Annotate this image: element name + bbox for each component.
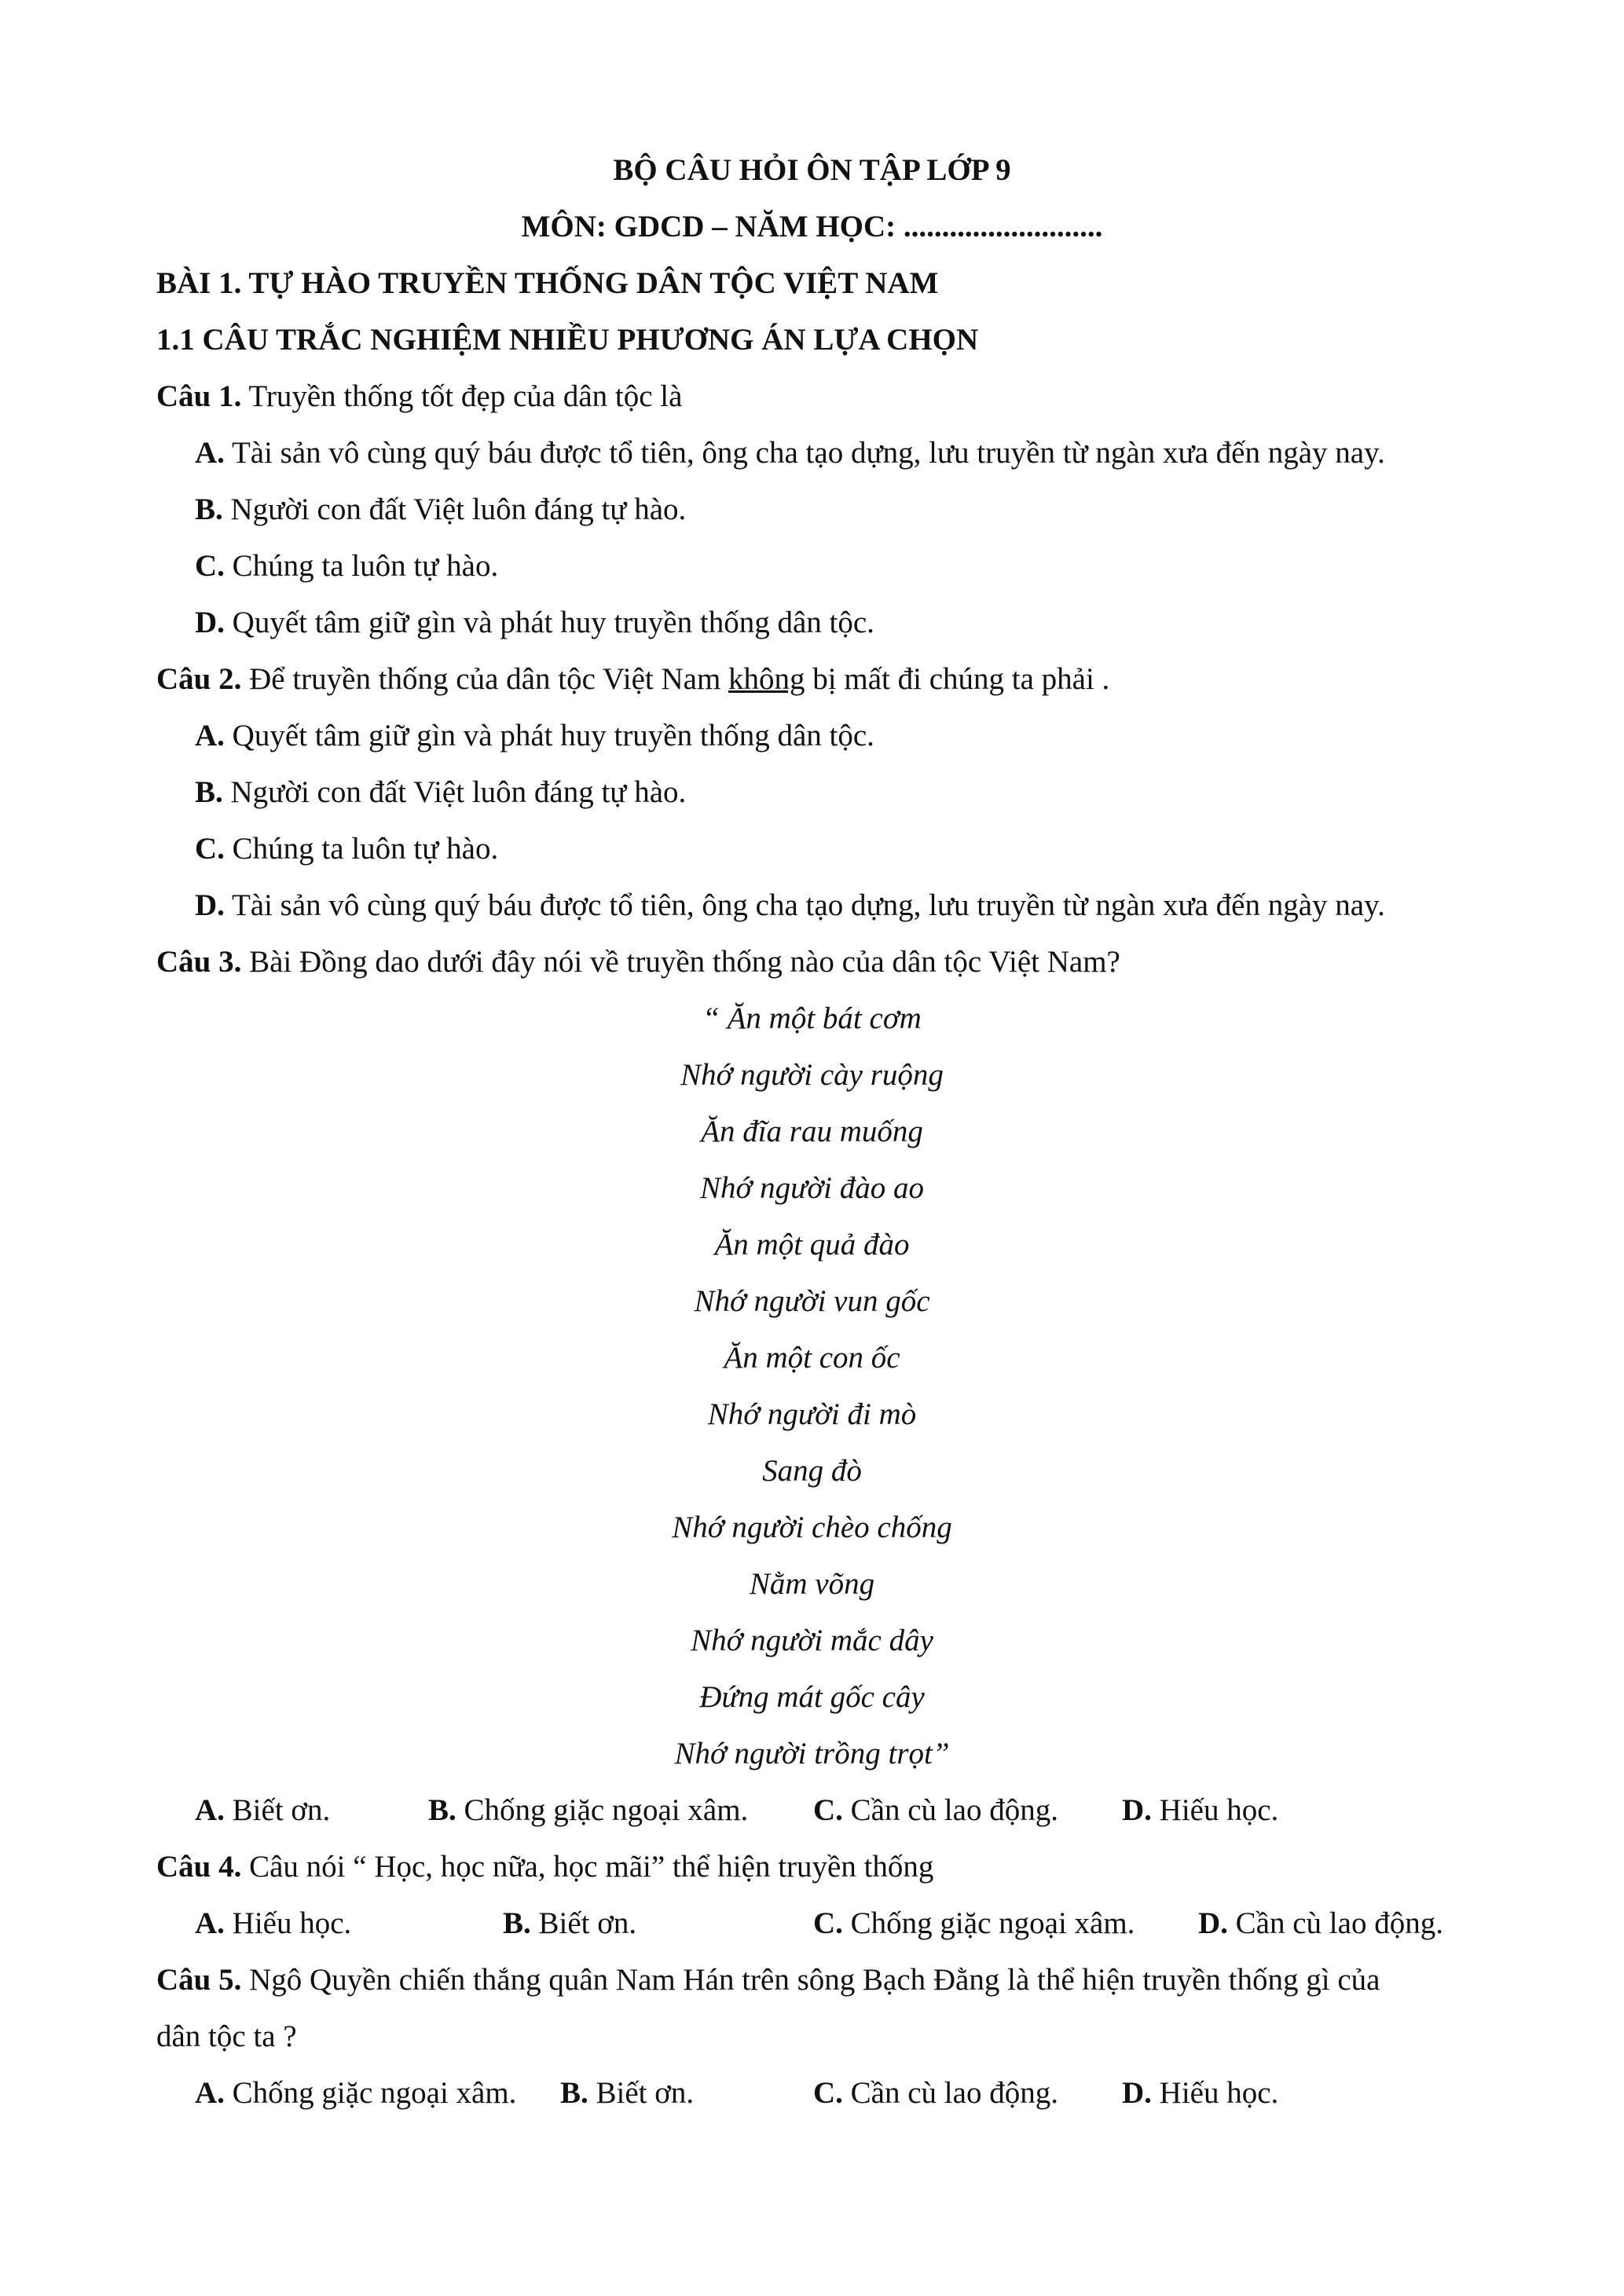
question-number: Câu 3. bbox=[156, 945, 242, 979]
poem-line: Ăn một con ốc bbox=[724, 1341, 900, 1375]
question-number: Câu 2. bbox=[156, 662, 242, 696]
lesson-heading: BÀI 1. TỰ HÀO TRUYỀN THỐNG DÂN TỘC VIỆT NAM bbox=[156, 266, 939, 300]
poem-line: Đứng mát gốc cây bbox=[699, 1680, 925, 1714]
q2-option-d: D. Tài sản vô cùng quý báu được tổ tiên, ông cha tạo dựng, lưu truyền từ ngàn xưa đến ngày nay. bbox=[195, 888, 1385, 922]
q3-option-c: C. Cần cù lao động. bbox=[813, 1793, 1058, 1827]
question-3 bbox=[156, 945, 1120, 980]
q2-option-b: B. Người con đất Việt luôn đáng tự hào. bbox=[195, 775, 687, 809]
question-number: Câu 1. bbox=[156, 379, 242, 413]
document-title: BỘ CÂU HỎI ÔN TẬP LỚP 9 bbox=[613, 153, 1011, 187]
subject-line: MÔN: GDCD – NĂM HỌC: .......................... bbox=[521, 210, 1103, 244]
question-5-continued: dân tộc ta ? bbox=[156, 2020, 297, 2053]
q5-option-b: B. Biết ơn. bbox=[560, 2076, 695, 2110]
q3-option-a: A. Biết ơn. bbox=[195, 1793, 331, 1827]
question-number: Câu 5. bbox=[156, 1963, 242, 1997]
q3-option-d: D. Hiếu học. bbox=[1122, 1793, 1279, 1827]
q5-option-a: A. Chống giặc ngoại xâm. bbox=[195, 2076, 517, 2110]
poem-line: Nhớ người đào ao bbox=[700, 1171, 924, 1205]
question-number: Câu 4. bbox=[156, 1850, 242, 1884]
q5-option-c: C. Cần cù lao động. bbox=[813, 2076, 1058, 2110]
poem-line: Nhớ người đi mò bbox=[707, 1397, 917, 1431]
poem-line: Nhớ người trồng trọt” bbox=[674, 1737, 950, 1771]
question-text: Truyền thống tốt đẹp của dân tộc là bbox=[241, 379, 683, 413]
q4-option-c: C. Chống giặc ngoại xâm. bbox=[813, 1906, 1135, 1940]
q4-option-b: B. Biết ơn. bbox=[503, 1906, 637, 1940]
question-1 bbox=[156, 379, 682, 415]
q4-option-a: A. Hiếu học. bbox=[195, 1906, 352, 1940]
question-4 bbox=[156, 1850, 933, 1885]
poem-line: Nhớ người vun gốc bbox=[694, 1284, 930, 1318]
q2-option-a: A. Quyết tâm giữ gìn và phát huy truyền thống dân tộc. bbox=[195, 719, 874, 753]
underlined-word: không bbox=[728, 662, 805, 696]
q4-option-d: D. Cần cù lao động. bbox=[1198, 1906, 1443, 1940]
poem-line: Nhớ người mắc dây bbox=[691, 1624, 933, 1657]
question-5 bbox=[156, 1963, 1380, 1998]
question-text: Bài Đồng dao dưới đây nói về truyền thống nào của dân tộc Việt Nam? bbox=[241, 945, 1120, 979]
poem-line: Nhớ người chèo chống bbox=[672, 1511, 952, 1544]
question-text: Câu nói “ Học, học nữa, học mãi” thể hiện truyền thống bbox=[241, 1850, 934, 1884]
section-heading: 1.1 CÂU TRẮC NGHIỆM NHIỀU PHƯƠNG ÁN LỰA CHỌN bbox=[156, 323, 979, 357]
poem-line: Ăn một quả đào bbox=[714, 1228, 910, 1262]
poem-line: Nằm võng bbox=[749, 1567, 875, 1601]
poem-line: Ăn đĩa rau muống bbox=[701, 1115, 923, 1148]
q2-option-c: C. Chúng ta luôn tự hào. bbox=[195, 832, 499, 866]
q1-option-c: C. Chúng ta luôn tự hào. bbox=[195, 549, 499, 583]
poem-line: “ Ăn một bát cơm bbox=[702, 1002, 922, 1035]
q1-option-d: D. Quyết tâm giữ gìn và phát huy truyền thống dân tộc. bbox=[195, 606, 874, 639]
q1-option-b: B. Người con đất Việt luôn đáng tự hào. bbox=[195, 493, 687, 526]
poem-line: Nhớ người cày ruộng bbox=[680, 1058, 944, 1092]
question-text: Ngô Quyền chiến thắng quân Nam Hán trên sông Bạch Đằng là thể hiện truyền thống gì của bbox=[241, 1963, 1380, 1997]
q3-option-b: B. Chống giặc ngoại xâm. bbox=[428, 1793, 749, 1827]
question-2: Câu 2. Để truyền thống của dân tộc Việt Nam không bị mất đi chúng ta phải . bbox=[156, 662, 1110, 696]
q1-option-a: A. Tài sản vô cùng quý báu được tổ tiên, ông cha tạo dựng, lưu truyền từ ngàn xưa đến ngày nay. bbox=[195, 436, 1385, 470]
q5-option-d: D. Hiếu học. bbox=[1122, 2076, 1279, 2110]
poem-line: Sang đò bbox=[762, 1454, 862, 1488]
